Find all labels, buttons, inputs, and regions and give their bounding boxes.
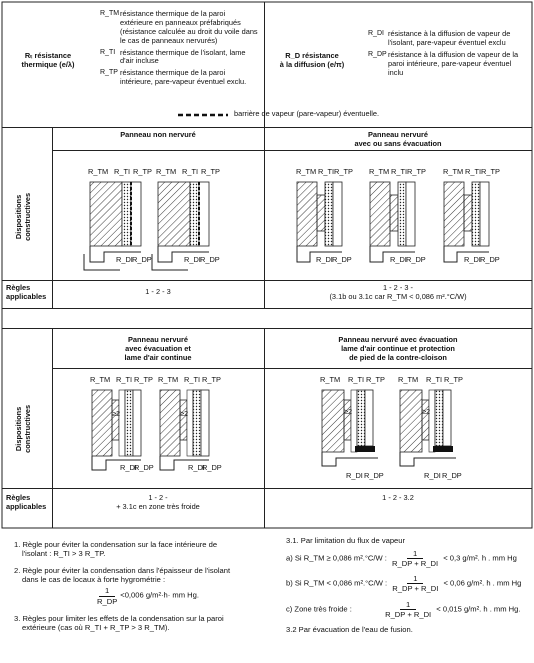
label-rdi: R_DI xyxy=(184,255,201,264)
label-rdp: R_DP xyxy=(200,255,220,264)
section-title-3: Panneau nervuré avec évacuation et lame d'air continue xyxy=(124,335,192,362)
label-rdi: R_DI xyxy=(120,463,137,472)
section-title-1: Panneau non nervuré xyxy=(120,130,196,139)
drawing-s2-a xyxy=(297,182,342,262)
label-rtp: R_TP xyxy=(133,167,152,176)
label-rdp: R_DP xyxy=(480,255,500,264)
legend-item: R_TP résistance thermique de la paroi intérieure, pare-vapeur éventuel exclu. xyxy=(100,68,247,87)
label-rtm: R_TM xyxy=(398,375,419,384)
notes-right xyxy=(286,536,526,634)
label-rdi: R_DI xyxy=(188,463,205,472)
grid-line xyxy=(52,127,53,308)
drawing-s2-c xyxy=(444,182,489,262)
label-rdi: R_DI xyxy=(116,255,133,264)
label-rti: R_TI xyxy=(391,167,408,176)
label-rdi: R_DI xyxy=(316,255,333,264)
note-3-1b: b) Si R_TM < 0,086 m².°C/W : $\frac{1}{R\_DP + R\_DI}$ < 0,06 g/m². h . mm Hg xyxy=(286,574,522,594)
label-rdi: R_DI xyxy=(390,255,407,264)
grid-line xyxy=(2,488,532,489)
note-3-1a: a) Si R_TM ≥ 0,086 m².°C/W : $\frac{1}{R\_DP + R\_DI}$ < 0,3 g/m². h . mm Hg xyxy=(286,549,517,569)
section-title-2: Panneau nervuré avec ou sans évacuation xyxy=(354,130,442,148)
label-rti: R_TI xyxy=(426,375,443,384)
label-rtp: R_TP xyxy=(407,167,426,176)
header-right-title: R_D résistance à la diffusion (e/π) xyxy=(279,51,345,69)
drawing-s4-a xyxy=(322,390,378,466)
label-rdp: R_DP xyxy=(406,255,426,264)
regles-value-3: 1 - 2 - + 3.1c en zone très froide xyxy=(116,493,200,511)
grid-line xyxy=(2,127,532,128)
label-gap: ≥2 xyxy=(422,407,431,416)
label-rtp: R_TP xyxy=(481,167,500,176)
grid-line xyxy=(52,368,532,369)
regles-value-2: 1 - 2 - 3 - (3.1b ou 3.1c car R_TM < 0,086 m².°C/W) xyxy=(329,283,467,301)
grid-line xyxy=(52,150,532,151)
label-rtm: R_TM xyxy=(156,167,177,176)
drawing-s4-b xyxy=(400,390,456,466)
header-left-title: Rₜ résistance thermique (e/λ) xyxy=(21,51,75,69)
section-title-4: Panneau nervuré avec évacuation lame d'air continue et protection de pied de la contre-cloison xyxy=(338,335,458,362)
label-rtm: R_TM xyxy=(369,167,390,176)
label-rdi: R_DI xyxy=(346,471,363,480)
regles-value-1: 1 - 2 - 3 xyxy=(145,287,171,296)
label-gap: ≥2 xyxy=(112,409,121,418)
label-rdp: R_DP xyxy=(202,463,222,472)
label-rtm: R_TM xyxy=(320,375,341,384)
note-2: 2. Règle pour éviter la condensation dans l'épaisseur de l'isolant dans le cas de locaux à forte hygrométrie : xyxy=(14,566,231,585)
label-rdp: R_DP xyxy=(442,471,462,480)
label-rtp: R_TP xyxy=(366,375,385,384)
grid-line xyxy=(2,308,532,309)
legend-thermal xyxy=(100,10,260,90)
note-3: 3. Règles pour limiter les effets de la condensation sur la paroi extérieure (cas où R_TI + R_TP > 3 R_TM). xyxy=(14,613,224,632)
label-rti: R_TI xyxy=(114,167,131,176)
label-rtm: R_TM xyxy=(296,167,317,176)
legend-item: R_DI résistance à la diffusion de vapeur de l'isolant, pare-vapeur éventuel exclu xyxy=(368,29,511,47)
label-rtm: R_TM xyxy=(88,167,109,176)
row-label-regles-1: Règles applicables xyxy=(6,283,47,301)
label-rtm: R_TM xyxy=(443,167,464,176)
label-rtp: R_TP xyxy=(444,375,463,384)
label-rti: R_TI xyxy=(348,375,365,384)
note-3-2: 3.2 Par évacuation de l'eau de fusion. xyxy=(286,624,413,634)
label-rtm: R_TM xyxy=(90,375,111,384)
label-rdp: R_DP xyxy=(134,463,154,472)
label-rdi: R_DI xyxy=(464,255,481,264)
grid-line xyxy=(2,328,532,329)
barrier-caption: barrière de vapeur (pare-vapeur) éventuelle. xyxy=(234,109,380,118)
grid-line xyxy=(264,127,265,308)
legend-item: R_TM résistance thermique de la paroi extérieure en panneaux préfabriqués (résistance calculée au droit du voile dans le cas de panneaux nervurés) xyxy=(100,9,258,45)
label-gap: ≥2 xyxy=(344,407,353,416)
label-rtp: R_TP xyxy=(201,167,220,176)
drawing-s2-b xyxy=(370,182,415,262)
notes-left xyxy=(14,540,264,640)
label-rtp: R_TP xyxy=(134,375,153,384)
label-rdp: R_DP xyxy=(132,255,152,264)
label-rdi: R_DI xyxy=(424,471,441,480)
regles-value-4: 1 - 2 - 3.2 xyxy=(382,493,414,502)
label-rti: R_TI xyxy=(318,167,335,176)
label-rti: R_TI xyxy=(116,375,133,384)
note-3-1c: c) Zone très froide : $\frac{1}{R\_DP + R\_DI}$ < 0,015 g/m². h . mm Hg. xyxy=(286,599,521,619)
row-label-regles-2: Règles applicables xyxy=(6,493,47,511)
legend-diffusion xyxy=(368,30,528,80)
row-label-dispositions-2: Dispositions constructives xyxy=(14,404,32,453)
label-rdp: R_DP xyxy=(364,471,384,480)
note-1: 1. Règle pour éviter la condensation sur la face intérieure de l'isolant : R_TI > 3 R_TP. xyxy=(14,540,218,559)
label-rtp: R_TP xyxy=(334,167,353,176)
label-rtm: R_TM xyxy=(158,375,179,384)
drawing-s3-b xyxy=(160,390,209,470)
note-2-formula: $\frac{1}{R\_DP}$ <0,006 g/m²·h· mm Hg. xyxy=(97,586,199,606)
label-rti: R_TI xyxy=(465,167,482,176)
label-rtp: R_TP xyxy=(202,375,221,384)
label-gap: ≥2 xyxy=(180,409,189,418)
legend-item: R_TI résistance thermique de l'isolant, lame d'air incluse xyxy=(100,47,246,66)
label-rdp: R_DP xyxy=(332,255,352,264)
note-3-1-head: 3.1. Par limitation du flux de vapeur xyxy=(286,536,406,545)
legend-item: R_DP résistance à la diffusion de vapeur de la paroi intérieure, pare-vapeur éventuel inclu xyxy=(368,49,519,77)
label-rti: R_TI xyxy=(182,167,199,176)
drawing-s3-a xyxy=(92,390,141,470)
row-label-dispositions-1: Dispositions constructives xyxy=(14,192,32,241)
grid-line xyxy=(2,280,532,281)
label-rti: R_TI xyxy=(184,375,201,384)
